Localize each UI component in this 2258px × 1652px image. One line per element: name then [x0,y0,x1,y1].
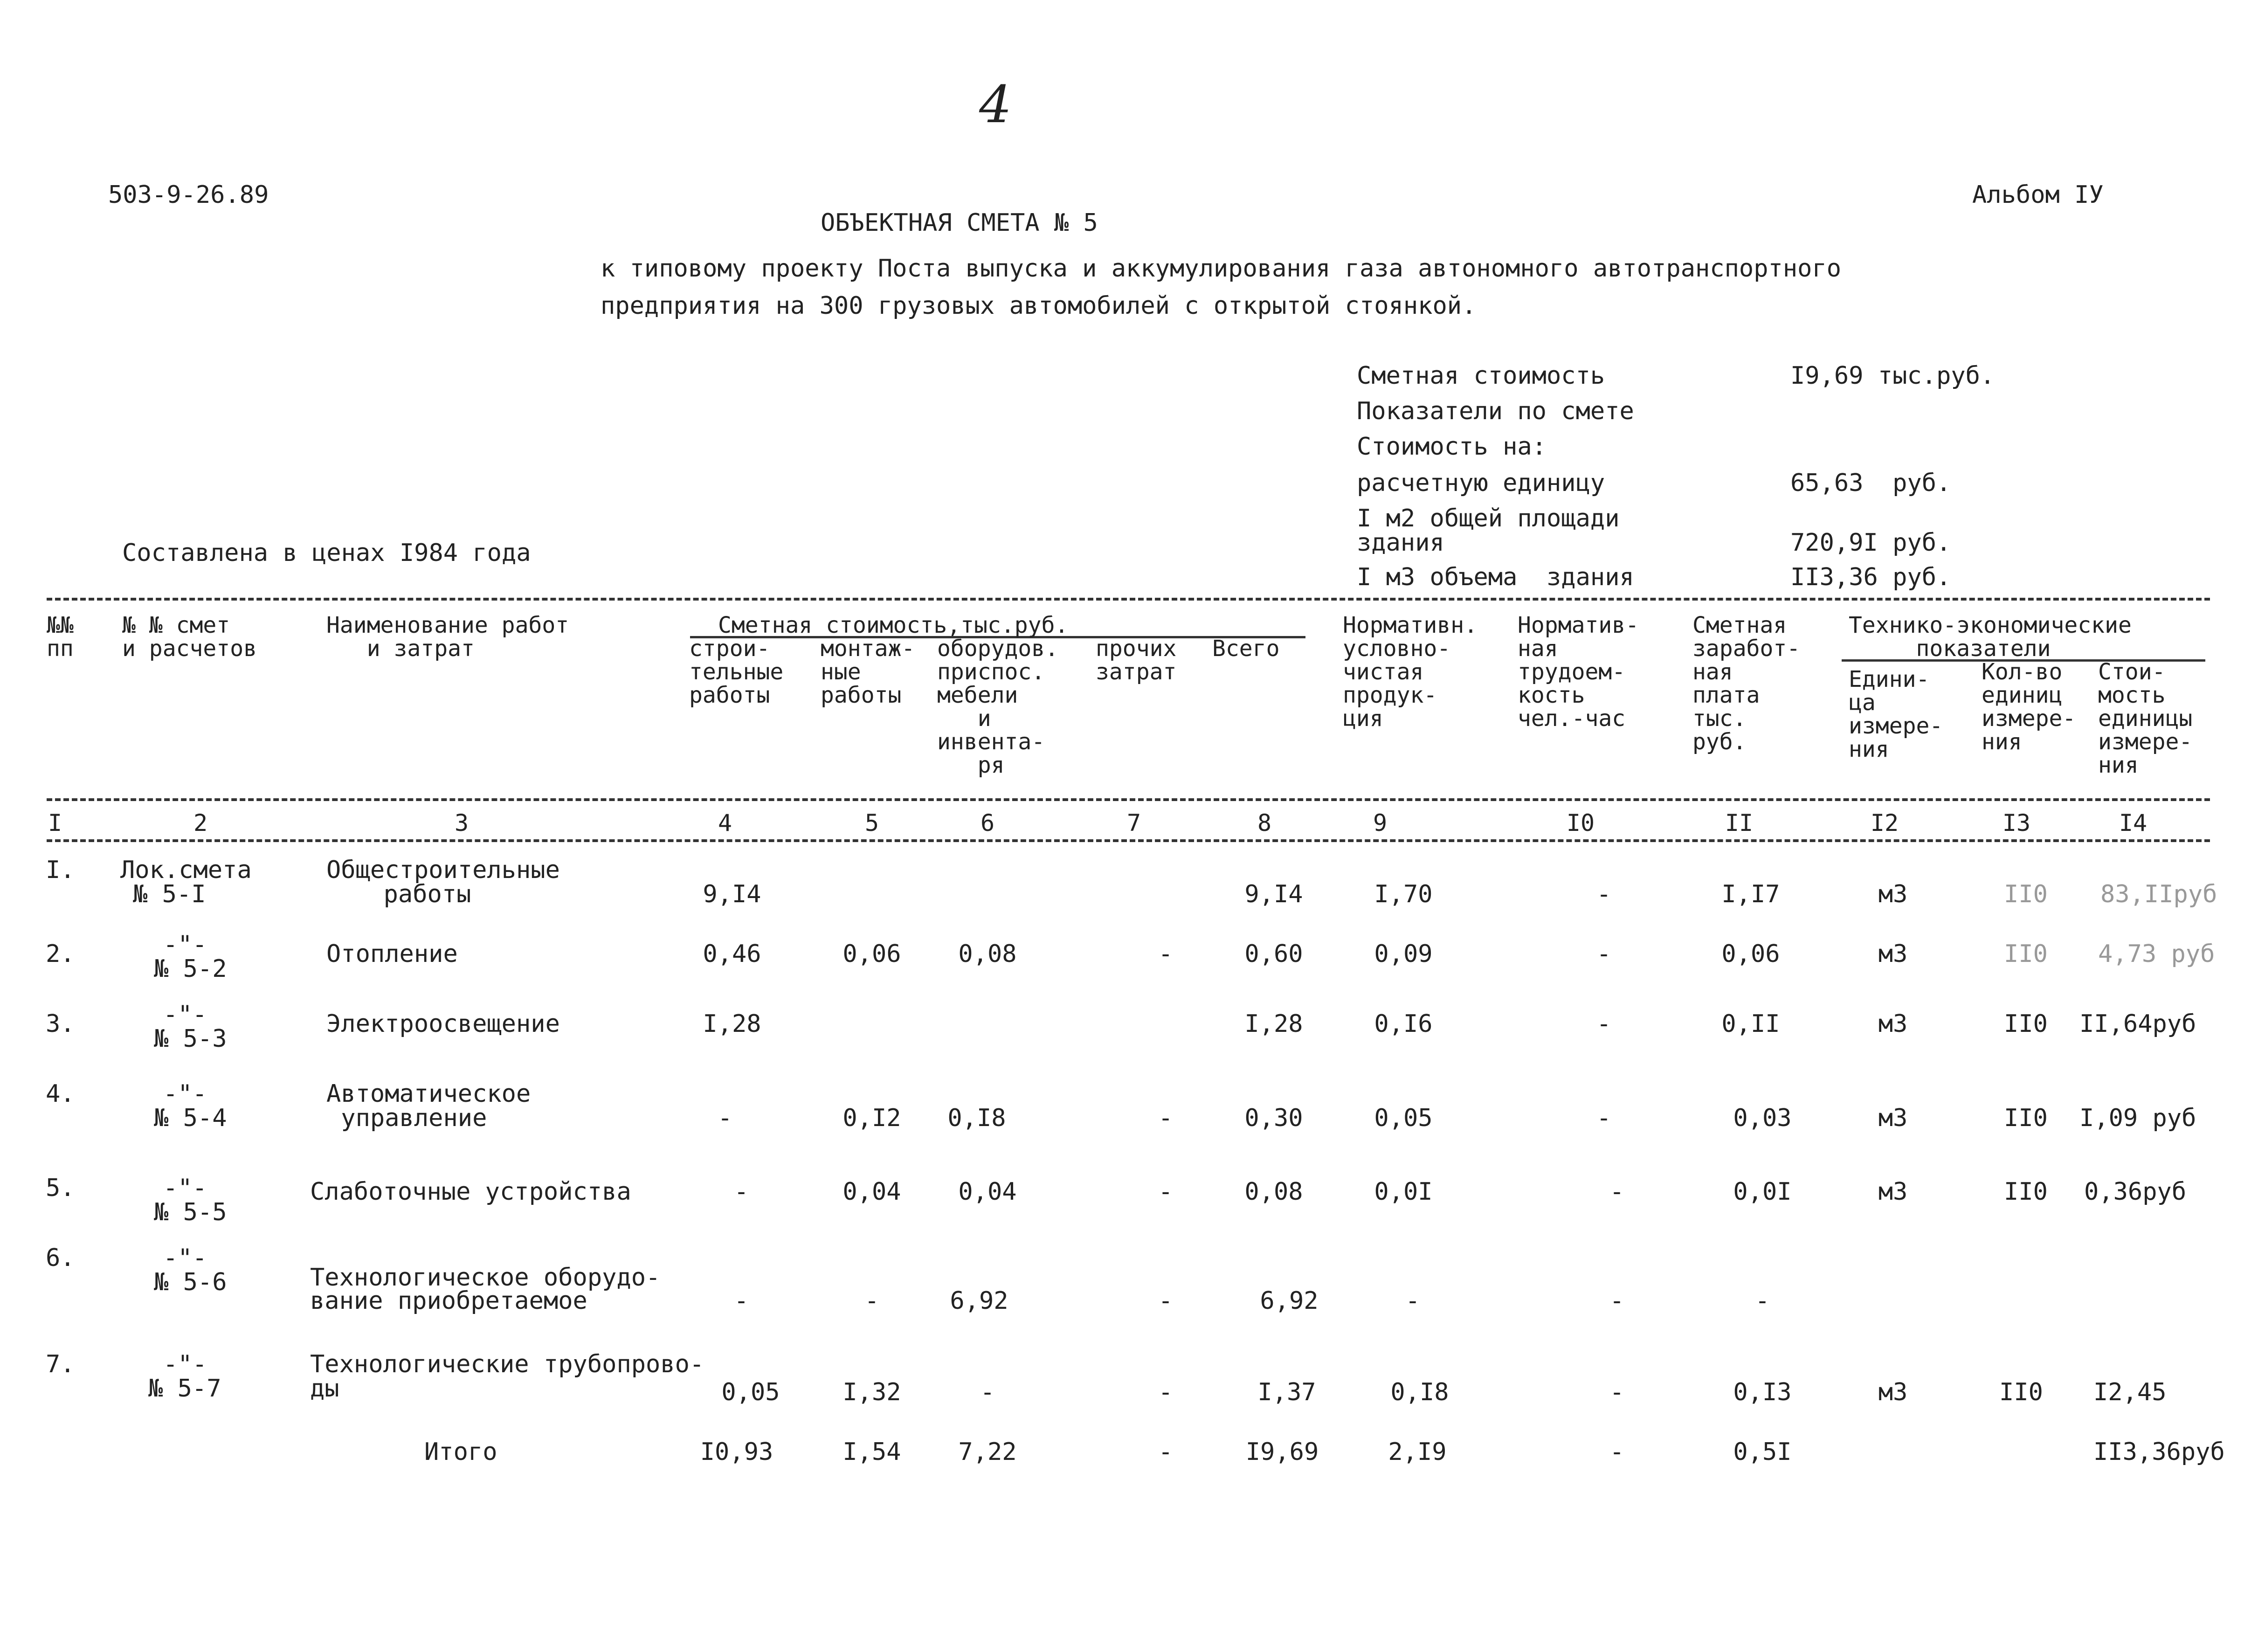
col-number: I3 [2002,809,2031,836]
total-net-output: 2,I9 [1388,1438,1447,1466]
cell-equipment: 0,I8 [947,1104,1006,1132]
cell-net-output: 0,I6 [1374,1010,1433,1038]
col-number: I2 [1870,809,1899,836]
prices-note: Составлена в ценах I984 года [122,539,531,567]
row-name-line-1: Электроосвещение [326,1010,560,1038]
cell-total: I,28 [1244,1010,1303,1038]
header-col-5: монтаж- ные работы [821,636,915,708]
cell-unit: м3 [1878,1378,1908,1406]
row-ref-line-1: -"- [163,1080,207,1108]
table-top-rule [47,598,2210,601]
cell-unit-cost: I2,45 [2093,1378,2167,1406]
row-number: 7. [46,1350,75,1378]
cell-net-output: I,70 [1374,880,1433,908]
cell-equipment: 6,92 [950,1287,1008,1315]
cell-construction: - [734,1287,749,1315]
row-ref-line-1: -"- [163,1001,207,1029]
row-number: 2. [46,940,75,968]
subtitle-line-1: к типовому проекту Поста выпуска и аккумулирования газа автономного автотранспортного [601,255,1842,283]
cell-unit-count: II0 [2004,1104,2048,1132]
cell-unit: м3 [1878,1178,1908,1206]
cell-equipment: - [980,1378,995,1406]
col-number: II [1725,809,1754,836]
total-construction: I0,93 [700,1438,773,1466]
cell-other: - [1158,940,1173,968]
cell-net-output: 0,0I [1374,1178,1433,1206]
cell-construction: 9,I4 [703,880,761,908]
cell-labor: - [1596,1010,1611,1038]
col-number: 2 [193,809,208,836]
summary-unit-label: расчетную единицу [1357,469,1605,497]
cell-construction: 0,46 [703,940,761,968]
cell-wages: - [1755,1287,1770,1315]
summary-area-value: 720,9I руб. [1790,529,1951,557]
row-ref-line-1: -"- [163,1350,207,1378]
row-name-line-2: вание приобретаемое [310,1287,587,1315]
row-name-line-1: Отопление [326,940,458,968]
cell-total: 6,92 [1260,1287,1319,1315]
col-number: 6 [980,809,995,836]
cell-wages: 0,II [1721,1010,1780,1038]
col-number: 7 [1126,809,1141,836]
row-ref-line-2: № 5-3 [154,1025,227,1053]
cell-net-output: 0,05 [1374,1104,1433,1132]
row-ref-line-2: № 5-I [133,880,206,908]
cell-construction: - [718,1104,732,1132]
summary-cost-value: I9,69 тыс.руб. [1790,362,1995,390]
row-name-line-1: Автоматическое [326,1080,531,1108]
row-ref-line-2: № 5-7 [148,1375,221,1403]
cell-labor: - [1596,1104,1611,1132]
cell-labor: - [1596,940,1611,968]
cell-net-output: 0,09 [1374,940,1433,968]
row-ref-line-1: Лок.смета [120,856,252,884]
album-label: Альбом IУ [1972,181,2104,209]
row-number: 5. [46,1174,75,1202]
cell-unit-cost: I,09 руб [2079,1104,2196,1132]
subtitle-line-2: предприятия на 300 грузовых автомобилей с открытой стоянкой. [601,292,1477,320]
row-number: 3. [46,1010,75,1038]
header-col-2: № № смет и расчетов [122,612,257,662]
summary-volume-value: II3,36 руб. [1790,563,1951,591]
cell-installation: 0,04 [842,1178,901,1206]
header-col-12: Едини- ца измере- ния [1849,666,1943,762]
header-col-8: Всего [1212,636,1280,662]
cell-unit: м3 [1878,1104,1908,1132]
row-number: 6. [46,1244,75,1272]
row-name-line-2: работы [354,880,471,908]
column-numbers-rule [47,839,2210,842]
cell-labor: - [1596,880,1611,908]
cell-installation: 0,I2 [842,1104,901,1132]
total-wages: 0,5I [1733,1438,1792,1466]
summary-area-label-2: здания [1357,529,1444,557]
cell-wages: 0,06 [1721,940,1780,968]
col-number: 4 [718,809,732,836]
summary-area-label: I м2 общей площади [1357,505,1620,532]
row-number: 4. [46,1080,75,1108]
col-number: 9 [1373,809,1388,836]
cell-unit-cost: II,64руб [2079,1010,2196,1038]
cell-net-output: 0,I8 [1390,1378,1449,1406]
cell-unit-cost: 83,IIруб [2100,880,2217,908]
col-number: 3 [454,809,469,836]
cell-other: - [1158,1104,1173,1132]
cell-total: I,37 [1257,1378,1316,1406]
total-other: - [1158,1438,1173,1466]
cell-wages: I,I7 [1721,880,1780,908]
cell-total: 9,I4 [1244,880,1303,908]
cell-equipment: 0,04 [958,1178,1017,1206]
cell-unit-count: II0 [2004,1178,2048,1206]
summary-cost-per-label: Стоимость на: [1357,433,1547,461]
cell-wages: 0,03 [1733,1104,1792,1132]
header-cost-group: Сметная стоимость,тыс.руб. [718,612,1069,638]
doc-code: 503-9-26.89 [108,181,269,209]
col-number: I [48,809,62,836]
col-number: I0 [1566,809,1595,836]
cell-other: - [1158,1287,1173,1315]
cell-unit-count: II0 [1999,1378,2043,1406]
row-ref-line-2: № 5-2 [154,955,227,983]
col-number: 8 [1257,809,1272,836]
cell-unit-count: II0 [2004,940,2048,968]
row-ref-line-1: -"- [163,1174,207,1202]
cell-total: 0,30 [1244,1104,1303,1132]
cell-other: - [1158,1178,1173,1206]
col-number: I4 [2119,809,2148,836]
cell-unit: м3 [1878,1010,1908,1038]
header-col-7: прочих затрат [1096,636,1177,685]
total-labor: - [1609,1438,1624,1466]
summary-unit-value: 65,63 руб. [1790,469,1951,497]
header-col-14: Стои- мость единицы измере- ния [2098,659,2193,778]
summary-cost-label: Сметная стоимость [1357,362,1605,390]
header-col-4: строи- тельные работы [689,636,784,708]
header-bottom-rule [47,798,2210,801]
cell-unit-cost: 4,73 руб [2098,940,2215,968]
row-ref-line-2: № 5-5 [154,1198,227,1226]
row-name-line-1: Технологическое оборудо- [310,1264,661,1292]
cell-unit-cost: 0,36руб [2084,1178,2187,1206]
total-installation: I,54 [842,1438,901,1466]
cell-wages: 0,0I [1733,1178,1792,1206]
cell-construction: 0,05 [721,1378,780,1406]
cell-labor: - [1609,1178,1624,1206]
header-col-1: №№ пп [47,612,74,662]
row-number: I. [46,856,75,884]
row-ref-line-2: № 5-6 [154,1268,227,1296]
total-sum: I9,69 [1245,1438,1319,1466]
header-col-10: Норматив- ная трудоем- кость чел.-час [1518,612,1639,732]
page-number: 4 [979,75,1012,134]
cell-unit-count: II0 [2004,880,2048,908]
cell-equipment: 0,08 [958,940,1017,968]
cell-wages: 0,I3 [1733,1378,1792,1406]
row-name-line-1: Общестроительные [326,856,560,884]
page-title: ОБЪЕКТНАЯ СМЕТА № 5 [821,209,1098,237]
cell-unit-count: II0 [2004,1010,2048,1038]
row-ref-line-2: № 5-4 [154,1104,227,1132]
summary-indicators-label: Показатели по смете [1357,397,1634,425]
row-ref-line-1: -"- [163,931,207,959]
row-name-line-1: Технологические трубопрово- [310,1350,704,1378]
header-tech-group: Технико-экономические показатели [1849,612,2132,662]
row-name-line-2: управление [326,1104,487,1132]
row-name-line-1: Слаботочные устройства [310,1178,631,1206]
col-number: 5 [864,809,879,836]
cell-net-output: - [1405,1287,1420,1315]
header-col-9: Нормативн. условно- чистая продук- ция [1343,612,1478,732]
cell-unit: м3 [1878,940,1908,968]
header-col-13: Кол-во единиц измере- ния [1982,659,2076,755]
cell-labor: - [1609,1378,1624,1406]
cell-installation: I,32 [842,1378,901,1406]
row-ref-line-1: -"- [163,1244,207,1272]
header-col-3: Наименование работ и затрат [326,612,569,662]
cell-construction: I,28 [703,1010,761,1038]
cell-construction: - [734,1178,749,1206]
total-label: Итого [424,1438,497,1466]
summary-volume-label: I м3 объема здания [1357,563,1634,591]
cell-unit: м3 [1878,880,1908,908]
row-name-line-2: ды [310,1375,339,1403]
cell-total: 0,60 [1244,940,1303,968]
cell-labor: - [1609,1287,1624,1315]
header-col-6: оборудов. приспос. мебели и инвента- ря [937,636,1059,778]
cell-installation: - [864,1287,879,1315]
cell-other: - [1158,1378,1173,1406]
total-equipment: 7,22 [958,1438,1017,1466]
header-col-11: Сметная заработ- ная плата тыс. руб. [1692,612,1801,755]
cell-total: 0,08 [1244,1178,1303,1206]
total-unit-cost: II3,36руб [2093,1438,2225,1466]
cell-installation: 0,06 [842,940,901,968]
